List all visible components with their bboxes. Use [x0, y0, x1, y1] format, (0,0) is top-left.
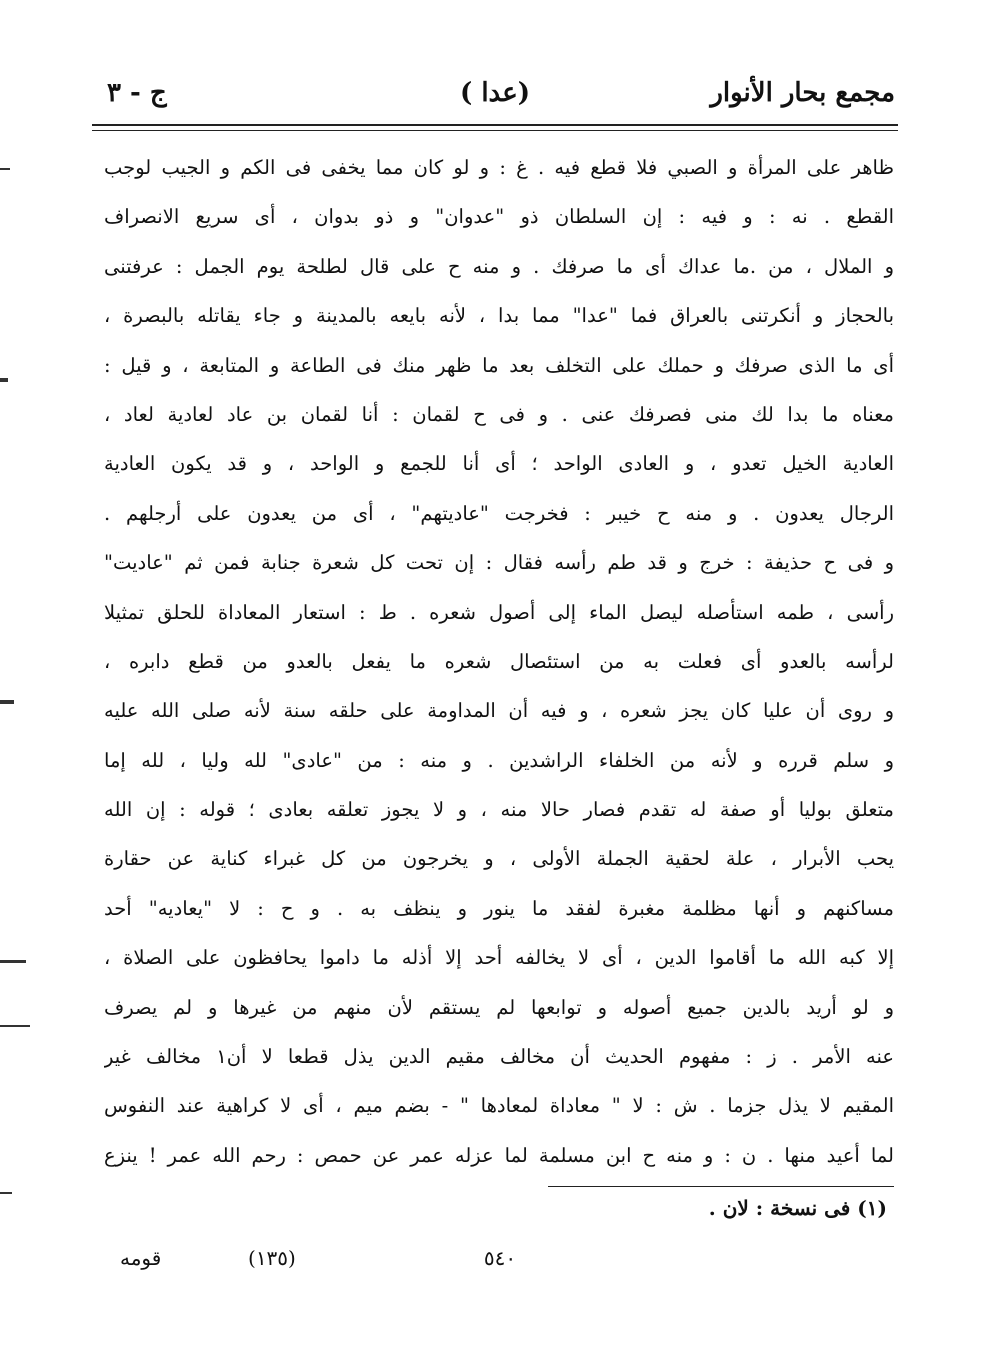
text-line: بالحجاز و أنكرتنى بالعراق فما "عدا" مما بدا ، لأنه بايعه بالمدينة و جاء يقاتله بالبصرة ، — [104, 304, 894, 328]
text-line: أى ما الذى صرفك و حملك على التخلف بعد ما ظهر منك فى الطاعة و المتابعة ، و قيل : — [104, 353, 894, 377]
margin-mark — [0, 378, 8, 382]
margin-mark — [0, 1025, 30, 1027]
margin-mark — [0, 168, 10, 170]
text-line: ظاهر على المرأة و الصبي فلا قطع فيه . غ : و لو كان مما يخفى فى الكم و الجيب لوجب — [104, 156, 894, 179]
running-header — [95, 72, 895, 118]
text-line: المقيم لا يذل جزما . ش : لا " معاداة لمعادها " - بضم ميم ، أى لا كراهية عند النفوس — [104, 1094, 894, 1118]
text-line: لما أعيد منها . ن : و منه ح ابن مسلمة لما عزله عمر عن حمص : رحم الله عمر ! ينزع — [104, 1143, 894, 1167]
margin-mark — [0, 1192, 12, 1194]
text-line: مساكنهم و أنها مظلمة مغبرة لفقد ما ينور و ينظف به . و ح : لا "يعاديه" أحد — [104, 896, 894, 920]
text-line: لرأسه بالعدو أى فعلت به من استئصال شعره ما يفعل بالعدو من قطع دابره ، — [104, 649, 894, 673]
text-line: رأسى ، طمه استأصله ليصل الماء إلى أصول شعره . ط : استعار المعاداة للحلق تمثيلا — [104, 600, 894, 624]
entry-heading: (عدا ) — [459, 78, 531, 108]
page-footer — [100, 1246, 900, 1286]
text-line: الرجال يعدون . و منه ح خيبر : فخرجت "عاديتهم" ، أى من يعدون على أرجلهم . — [104, 501, 894, 525]
page-number: ٥٤٠ — [483, 1246, 517, 1270]
text-line: إلا كبه الله ما أقاموا الدين ، أى لا يخالفه أحد إلا أذله ما داموا يحافظون على الصلاة ، — [104, 946, 894, 970]
text-line: و فى ح حذيفة : خرج و قد طم رأسه فقال : إن تحت كل شعرة جنابة فمن ثم "عاديت" — [104, 551, 894, 575]
section-reference: (١٣٥) — [248, 1246, 296, 1270]
volume-label: ج - ٣ — [107, 78, 167, 108]
text-line: و الملال ، من .ما عداك أى ما صرفك . و منه ح على قال لطلحة يوم الجمل : عرفتنى — [104, 254, 894, 278]
text-line: يحب الأبرار ، علة لحقية الجملة الأولى ، و يخرجون من كل غبراء كناية عن حقارة — [104, 847, 894, 871]
text-line: القطع . نه : و فيه : إن السلطان ذو "عدوان" و ذو بدوان ، أى سريع الانصراف — [104, 205, 894, 229]
text-line: متعلق بوليا أو صفة له تقدم فصار حالا منه ، و لا يجوز تعلقه بعادى ؛ قوله : إن الله — [104, 798, 894, 822]
book-title: مجمع بحار الأنوار — [710, 78, 895, 108]
margin-mark — [0, 960, 26, 963]
header-rule — [92, 124, 898, 126]
margin-mark — [0, 700, 14, 704]
footnote: (١) فى نسخة : لان . — [708, 1196, 887, 1220]
footnote-rule — [548, 1186, 894, 1187]
text-line: و سلم قرره و لأنه من الخلفاء الراشدين . و منه : من "عادى" لله وليا ، لله إما — [104, 748, 894, 772]
catchword: قومه — [120, 1246, 162, 1270]
text-line: و لو أريد بالدين جميع أصوله و توابعها لم يستقم لأن منهم من غيرها و لم يصرف — [104, 995, 894, 1019]
main-text — [104, 143, 894, 1180]
header-rule-thin — [92, 130, 898, 131]
text-line: و روى أن عليا كان يجز شعره ، و فيه أن المداومة على حلقه سنة لأنه صلى الله عليه — [104, 699, 894, 723]
text-line: معناه ما بدا لك منى فصرفك عنى . و فى ح لقمان : أنا لقمان بن عاد لعادية لعاد ، — [104, 402, 894, 426]
text-line: عنه الأمر . ز : مفهوم الحديث أن مخالف مقيم الدين يذل قطعا لا أن١ مخالف غير — [104, 1045, 894, 1069]
text-line: العادية الخيل تعدو ، و العادى الواحد ؛ أى أنا للجمع و الواحد ، و قد يكون العادية — [104, 452, 894, 476]
